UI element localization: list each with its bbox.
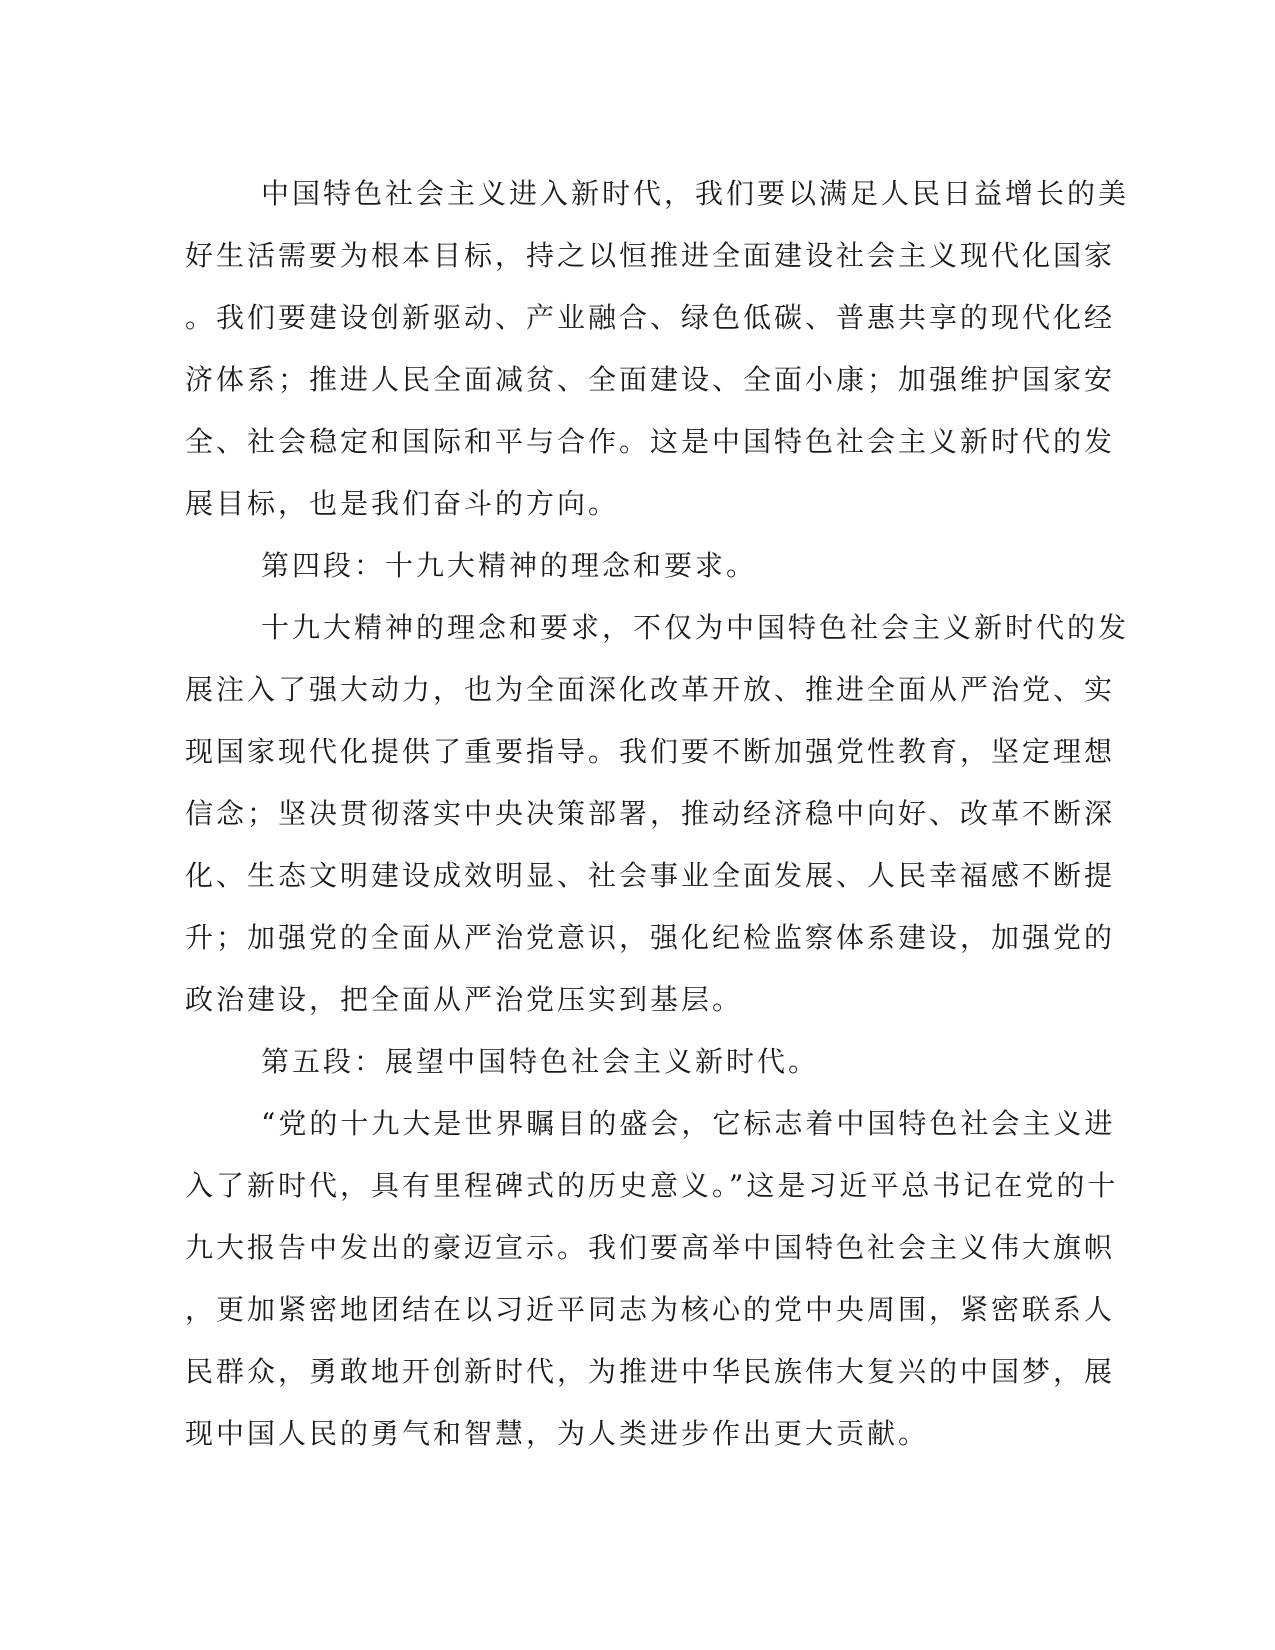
text-line: 中国特色社会主义进入新时代，我们要以满足人民日益增长的美 [261, 177, 1130, 210]
text-line: 展注入了强大动力，也为全面深化改革开放、推进全面从严治党、实 [185, 673, 1116, 706]
text-line: 民群众，勇敢地开创新时代，为推进中华民族伟大复兴的中国梦，展 [185, 1355, 1116, 1388]
text-line: 第五段：展望中国特色社会主义新时代。 [261, 1045, 820, 1078]
text-line: “党的十九大是世界瞩目的盛会，它标志着中国特色社会主义进 [261, 1107, 1116, 1140]
text-line: 九大报告中发出的豪迈宣示。我们要高举中国特色社会主义伟大旗帜 [185, 1231, 1116, 1264]
paragraph-new-era-goals [185, 163, 1130, 535]
text-line: 展目标，也是我们奋斗的方向。 [185, 487, 620, 520]
text-line: 信念；坚决贯彻落实中央决策部署，推动经济稳中向好、改革不断深 [185, 797, 1116, 830]
text-line: 现国家现代化提供了重要指导。我们要不断加强党性教育，坚定理想 [185, 735, 1116, 768]
text-line: 入了新时代，具有里程碑式的历史意义。”这是习近平总书记在党的十 [185, 1169, 1119, 1202]
paragraph-outlook [185, 1093, 1119, 1465]
text-line: 济体系；推进人民全面减贫、全面建设、全面小康；加强维护国家安 [185, 363, 1116, 396]
text-line: 现中国人民的勇气和智慧，为人类进步作出更大贡献。 [185, 1417, 930, 1450]
section-heading-4 [185, 535, 1055, 597]
section-heading-5 [185, 1031, 1055, 1093]
text-line: ，更加紧密地团结在以习近平同志为核心的党中央周围，紧密联系人 [185, 1293, 1116, 1326]
text-line: 好生活需要为根本目标，持之以恒推进全面建设社会主义现代化国家 [185, 239, 1116, 272]
text-line: 政治建设，把全面从严治党压实到基层。 [185, 983, 744, 1016]
paragraph-concepts-requirements [185, 597, 1130, 1031]
text-line: 第四段：十九大精神的理念和要求。 [261, 549, 758, 582]
text-line: 升；加强党的全面从严治党意识，强化纪检监察体系建设，加强党的 [185, 921, 1116, 954]
document-body [185, 163, 1130, 1465]
text-line: 十九大精神的理念和要求，不仅为中国特色社会主义新时代的发 [261, 611, 1130, 644]
text-line: 化、生态文明建设成效明显、社会事业全面发展、人民幸福感不断提 [185, 859, 1116, 892]
text-line: 全、社会稳定和国际和平与合作。这是中国特色社会主义新时代的发 [185, 425, 1116, 458]
text-line: 。我们要建设创新驱动、产业融合、绿色低碳、普惠共享的现代化经 [185, 301, 1116, 334]
